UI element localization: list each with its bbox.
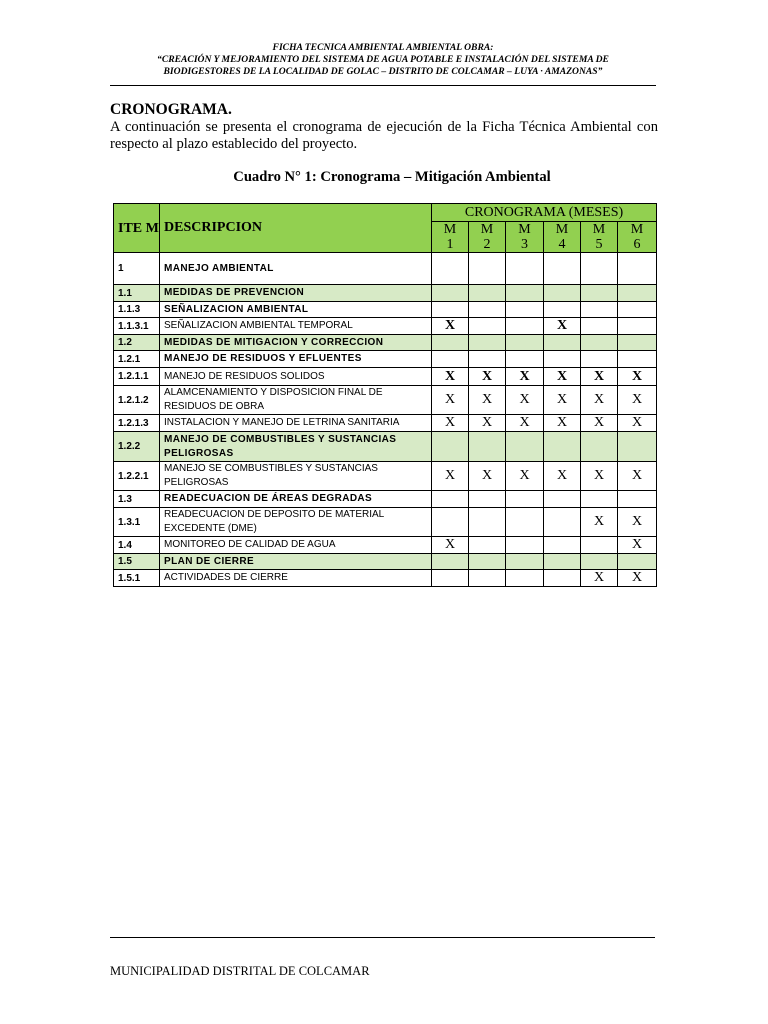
row-item-code: 1.2 — [114, 335, 160, 351]
row-description: MONITOREO DE CALIDAD DE AGUA — [160, 537, 432, 554]
month-number: 4 — [558, 237, 566, 252]
month-5-mark: X — [581, 570, 618, 587]
month-6-mark: X — [618, 462, 657, 491]
month-5-mark — [581, 285, 618, 302]
month-5-mark: X — [581, 368, 618, 386]
month-6-mark — [618, 253, 657, 285]
month-4-mark — [544, 570, 581, 587]
month-2-mark: X — [469, 462, 506, 491]
month-6-mark — [618, 554, 657, 570]
row-description: MEDIDAS DE PREVENCION — [160, 285, 432, 302]
month-3-mark: X — [506, 462, 544, 491]
table-row — [114, 508, 657, 537]
schedule-table — [113, 203, 657, 587]
month-letter: M — [518, 222, 531, 237]
table-row — [114, 415, 657, 432]
month-1-mark: X — [432, 537, 469, 554]
month-3-mark — [506, 335, 544, 351]
row-description: MEDIDAS DE MITIGACION Y CORRECCION — [160, 335, 432, 351]
table-caption: Cuadro N° 1: Cronograma – Mitigación Ambiental — [233, 169, 551, 185]
row-description: MANEJO DE RESIDUOS Y EFLUENTES — [160, 351, 432, 368]
row-item-code: 1 — [114, 253, 160, 285]
row-description: ACTIVIDADES DE CIERRE — [160, 570, 432, 587]
month-5-mark: X — [581, 415, 618, 432]
month-1-mark — [432, 335, 469, 351]
month-1-mark — [432, 570, 469, 587]
month-3-mark — [506, 508, 544, 537]
table-row — [114, 386, 657, 415]
month-6-mark — [618, 351, 657, 368]
month-1-mark — [432, 285, 469, 302]
month-4-mark — [544, 491, 581, 508]
month-2-mark — [469, 432, 506, 462]
month-5-mark — [581, 537, 618, 554]
month-number: 3 — [521, 237, 528, 252]
month-4-mark — [544, 335, 581, 351]
month-2-mark — [469, 285, 506, 302]
row-item-code: 1.5.1 — [114, 570, 160, 587]
month-6-mark — [618, 335, 657, 351]
month-1-mark — [432, 508, 469, 537]
table-row — [114, 537, 657, 554]
month-6-mark — [618, 285, 657, 302]
month-1-mark — [432, 432, 469, 462]
month-number: 2 — [483, 237, 491, 252]
header-item: ITE M — [114, 204, 160, 253]
month-5-mark — [581, 335, 618, 351]
month-2-mark — [469, 491, 506, 508]
month-6-mark: X — [618, 368, 657, 386]
month-3-mark — [506, 302, 544, 318]
intro-paragraph: A continuación se presenta el cronograma de ejecución de la Ficha Técnica Ambiental con respecto al plazo establecido del proyecto. — [110, 119, 658, 152]
month-2-mark — [469, 537, 506, 554]
footer-divider — [110, 937, 655, 938]
month-2-mark — [469, 554, 506, 570]
month-2-mark — [469, 318, 506, 335]
month-4-mark — [544, 554, 581, 570]
header-month-2 — [469, 222, 506, 253]
month-3-mark — [506, 432, 544, 462]
month-1-mark — [432, 253, 469, 285]
month-letter: M — [630, 222, 644, 237]
month-number: 1 — [446, 237, 454, 252]
month-5-mark — [581, 432, 618, 462]
month-1-mark — [432, 351, 469, 368]
row-description: MANEJO SE COMBUSTIBLES Y SUSTANCIAS PELIGROSAS — [160, 462, 432, 491]
document-header — [110, 42, 656, 78]
month-4-mark: X — [544, 318, 581, 335]
month-3-mark: X — [506, 415, 544, 432]
month-5-mark: X — [581, 508, 618, 537]
header-month-5 — [581, 222, 618, 253]
month-4-mark — [544, 253, 581, 285]
month-1-mark — [432, 491, 469, 508]
month-3-mark — [506, 253, 544, 285]
month-6-mark — [618, 318, 657, 335]
row-item-code: 1.2.2 — [114, 432, 160, 462]
month-6-mark: X — [618, 570, 657, 587]
section-title: CRONOGRAMA. — [110, 101, 232, 118]
row-item-code: 1.2.1.3 — [114, 415, 160, 432]
row-item-code: 1.5 — [114, 554, 160, 570]
row-item-code: 1.3.1 — [114, 508, 160, 537]
table-row — [114, 570, 657, 587]
month-2-mark — [469, 253, 506, 285]
month-4-mark — [544, 351, 581, 368]
month-6-mark: X — [618, 415, 657, 432]
month-1-mark: X — [432, 318, 469, 335]
month-6-mark: X — [618, 537, 657, 554]
month-2-mark — [469, 335, 506, 351]
month-2-mark — [469, 570, 506, 587]
month-1-mark — [432, 302, 469, 318]
month-4-mark: X — [544, 415, 581, 432]
month-5-mark — [581, 491, 618, 508]
row-item-code: 1.2.1.1 — [114, 368, 160, 386]
month-6-mark: X — [618, 508, 657, 537]
month-2-mark — [469, 351, 506, 368]
month-2-mark: X — [469, 415, 506, 432]
month-4-mark: X — [544, 368, 581, 386]
row-description: MANEJO DE COMBUSTIBLES Y SUSTANCIAS PELIGROSAS — [160, 432, 432, 462]
table-row — [114, 432, 657, 462]
month-3-mark: X — [506, 368, 544, 386]
row-item-code: 1.2.1 — [114, 351, 160, 368]
row-item-code: 1.2.2.1 — [114, 462, 160, 491]
month-4-mark — [544, 302, 581, 318]
month-2-mark: X — [469, 386, 506, 415]
month-1-mark: X — [432, 368, 469, 386]
month-3-mark: X — [506, 386, 544, 415]
row-item-code: 1.3 — [114, 491, 160, 508]
row-description: ALAMCENAMIENTO Y DISPOSICION FINAL DE RESIDUOS DE OBRA — [160, 386, 432, 415]
month-2-mark — [469, 302, 506, 318]
month-letter: M — [443, 222, 457, 237]
month-1-mark: X — [432, 415, 469, 432]
month-4-mark — [544, 432, 581, 462]
footer-text: MUNICIPALIDAD DISTRITAL DE COLCAMAR — [110, 964, 370, 978]
month-3-mark — [506, 491, 544, 508]
month-3-mark — [506, 554, 544, 570]
table-row — [114, 335, 657, 351]
row-description: MANEJO AMBIENTAL — [160, 253, 432, 285]
month-1-mark: X — [432, 462, 469, 491]
month-3-mark — [506, 351, 544, 368]
month-2-mark: X — [469, 368, 506, 386]
header-month-6 — [618, 222, 657, 253]
row-description: MANEJO DE RESIDUOS SOLIDOS — [160, 368, 432, 386]
month-4-mark — [544, 508, 581, 537]
month-5-mark: X — [581, 462, 618, 491]
row-item-code: 1.4 — [114, 537, 160, 554]
header-month-3 — [506, 222, 544, 253]
month-letter: M — [555, 222, 569, 237]
header-description: DESCRIPCION — [160, 204, 432, 253]
table-row — [114, 302, 657, 318]
month-4-mark — [544, 537, 581, 554]
month-6-mark — [618, 432, 657, 462]
month-number: 5 — [595, 237, 603, 252]
month-1-mark: X — [432, 386, 469, 415]
month-1-mark — [432, 554, 469, 570]
month-6-mark: X — [618, 386, 657, 415]
month-3-mark — [506, 570, 544, 587]
row-description: READECUACION DE DEPOSITO DE MATERIAL EXCEDENTE (DME) — [160, 508, 432, 537]
row-description: SEÑALIZACION AMBIENTAL — [160, 302, 432, 318]
month-4-mark — [544, 285, 581, 302]
table-row — [114, 462, 657, 491]
month-5-mark — [581, 302, 618, 318]
row-item-code: 1.1 — [114, 285, 160, 302]
header-month-4 — [544, 222, 581, 253]
month-6-mark — [618, 491, 657, 508]
table-row — [114, 318, 657, 335]
header-line-2: “CREACIÓN Y MEJORAMIENTO DEL SISTEMA DE AGUA POTABLE E INSTALACIÓN DEL SISTEMA DE — [157, 54, 609, 65]
row-item-code: 1.1.3 — [114, 302, 160, 318]
table-row — [114, 554, 657, 570]
month-number: 6 — [633, 237, 641, 252]
month-5-mark — [581, 253, 618, 285]
month-3-mark — [506, 285, 544, 302]
row-description: SEÑALIZACION AMBIENTAL TEMPORAL — [160, 318, 432, 335]
row-description: PLAN DE CIERRE — [160, 554, 432, 570]
row-description: READECUACION DE ÁREAS DEGRADAS — [160, 491, 432, 508]
row-item-code: 1.1.3.1 — [114, 318, 160, 335]
month-6-mark — [618, 302, 657, 318]
month-letter: M — [480, 222, 494, 237]
month-5-mark: X — [581, 386, 618, 415]
month-3-mark — [506, 318, 544, 335]
header-month-1 — [432, 222, 469, 253]
month-4-mark: X — [544, 386, 581, 415]
month-5-mark — [581, 351, 618, 368]
month-4-mark: X — [544, 462, 581, 491]
table-row — [114, 491, 657, 508]
month-2-mark — [469, 508, 506, 537]
month-5-mark — [581, 554, 618, 570]
month-5-mark — [581, 318, 618, 335]
row-description: INSTALACION Y MANEJO DE LETRINA SANITARIA — [160, 415, 432, 432]
month-3-mark — [506, 537, 544, 554]
header-line-1: FICHA TECNICA AMBIENTAL AMBIENTAL OBRA: — [272, 42, 494, 53]
row-item-code: 1.2.1.2 — [114, 386, 160, 415]
header-line-3: BIODIGESTORES DE LA LOCALIDAD DE GOLAC – DISTRITO DE COLCAMAR – LUYA · AMAZONAS” — [163, 66, 603, 77]
table-row — [114, 368, 657, 386]
header-divider — [110, 85, 656, 86]
table-row — [114, 351, 657, 368]
table-row — [114, 285, 657, 302]
table-row — [114, 253, 657, 285]
month-letter: M — [592, 222, 606, 237]
header-schedule-months: CRONOGRAMA (MESES) — [432, 204, 657, 222]
